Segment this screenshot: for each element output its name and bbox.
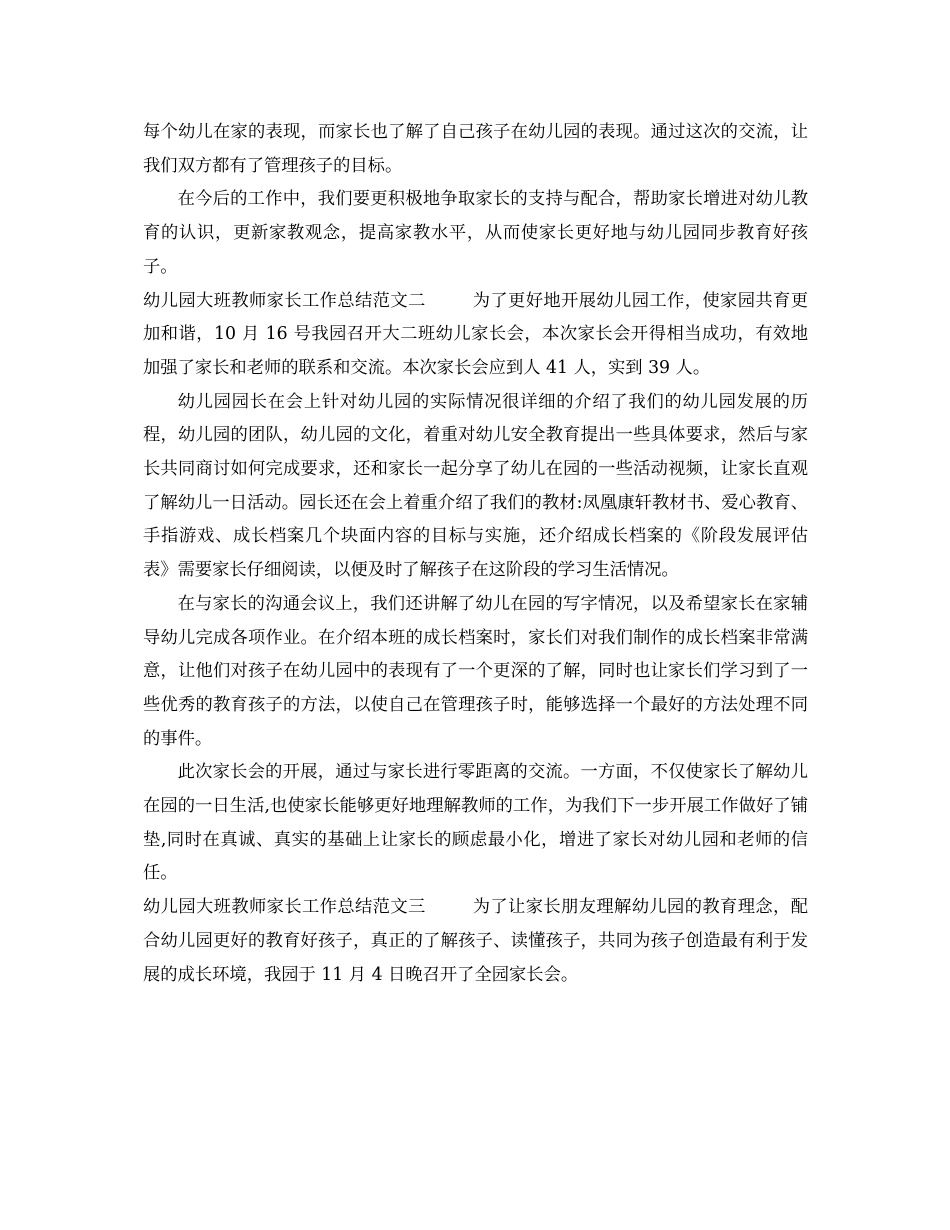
heading-gap <box>426 291 473 311</box>
heading-gap <box>426 897 473 917</box>
paragraph-communication-meeting <box>143 588 808 757</box>
document-body <box>143 116 808 992</box>
paragraph-text: 为了更好地开展幼儿园工作，使家园共育更加和谐，10 月 16 号我园召开大二班幼儿家长会，本次家长会开得相当成功，有效地加强了家长和老师的联系和交流。本次家长会应到人 41 人，实到 39 人。 <box>143 290 808 378</box>
paragraph-text: 为了让家长朋友理解幼儿园的教育理念，配合幼儿园更好的教育好孩子，真正的了解孩子、读懂孩子，共同为孩子创造最有利于发展的成长环境，我园于 11 月 4 日晚召开了全园家长会。 <box>143 897 808 985</box>
paragraph-continuation <box>143 116 808 183</box>
paragraph-section-two <box>143 285 808 386</box>
paragraph-future-work <box>143 183 808 284</box>
section-heading: 幼儿园大班教师家长工作总结范文二 <box>143 290 426 311</box>
paragraph-text: 在与家长的沟通会议上，我们还讲解了幼儿在园的写字情况，以及希望家长在家辅导幼儿完成各项作业。在介绍本班的成长档案时，家长们对我们制作的成长档案非常满意，让他们对孩子在幼儿园中的表现有了一个更深的了解，同时也让家长们学习到了一些优秀的教育孩子的方法，以使自己在管理孩子时，能够选择一个最好的方法处理不同的事件。 <box>143 593 808 749</box>
section-heading: 幼儿园大班教师家长工作总结范文三 <box>143 897 426 918</box>
paragraph-text: 此次家长会的开展，通过与家长进行零距离的交流。一方面，不仅使家长了解幼儿在园的一日生活,也使家长能够更好地理解教师的工作，为我们下一步开展工作做好了铺垫,同时在真诚、真实的基础上让家长的顾虑最小化，增进了家长对幼儿园和老师的信任。 <box>143 762 808 884</box>
paragraph-text: 每个幼儿在家的表现，而家长也了解了自己孩子在幼儿园的表现。通过这次的交流，让我们双方都有了管理孩子的目标。 <box>143 122 808 176</box>
paragraph-text: 在今后的工作中，我们要更积极地争取家长的支持与配合，帮助家长增进对幼儿教育的认识，更新家教观念，提高家教水平，从而使家长更好地与幼儿园同步教育好孩子。 <box>143 189 808 277</box>
paragraph-section-three <box>143 891 808 992</box>
paragraph-meeting-outcome <box>143 756 808 891</box>
paragraph-director-intro <box>143 386 808 588</box>
paragraph-text: 幼儿园园长在会上针对幼儿园的实际情况很详细的介绍了我们的幼儿园发展的历程，幼儿园的团队，幼儿园的文化，着重对幼儿安全教育提出一些具体要求，然后与家长共同商讨如何完成要求，还和家长一起分享了幼儿在园的一些活动视频，让家长直观了解幼儿一日活动。园长还在会上着重介绍了我们的教材:凤凰康轩教材书、爱心教育、手指游戏、成长档案几个块面内容的目标与实施，还介绍成长档案的《阶段发展评估表》需要家长仔细阅读，以便及时了解孩子在这阶段的学习生活情况。 <box>143 391 808 581</box>
